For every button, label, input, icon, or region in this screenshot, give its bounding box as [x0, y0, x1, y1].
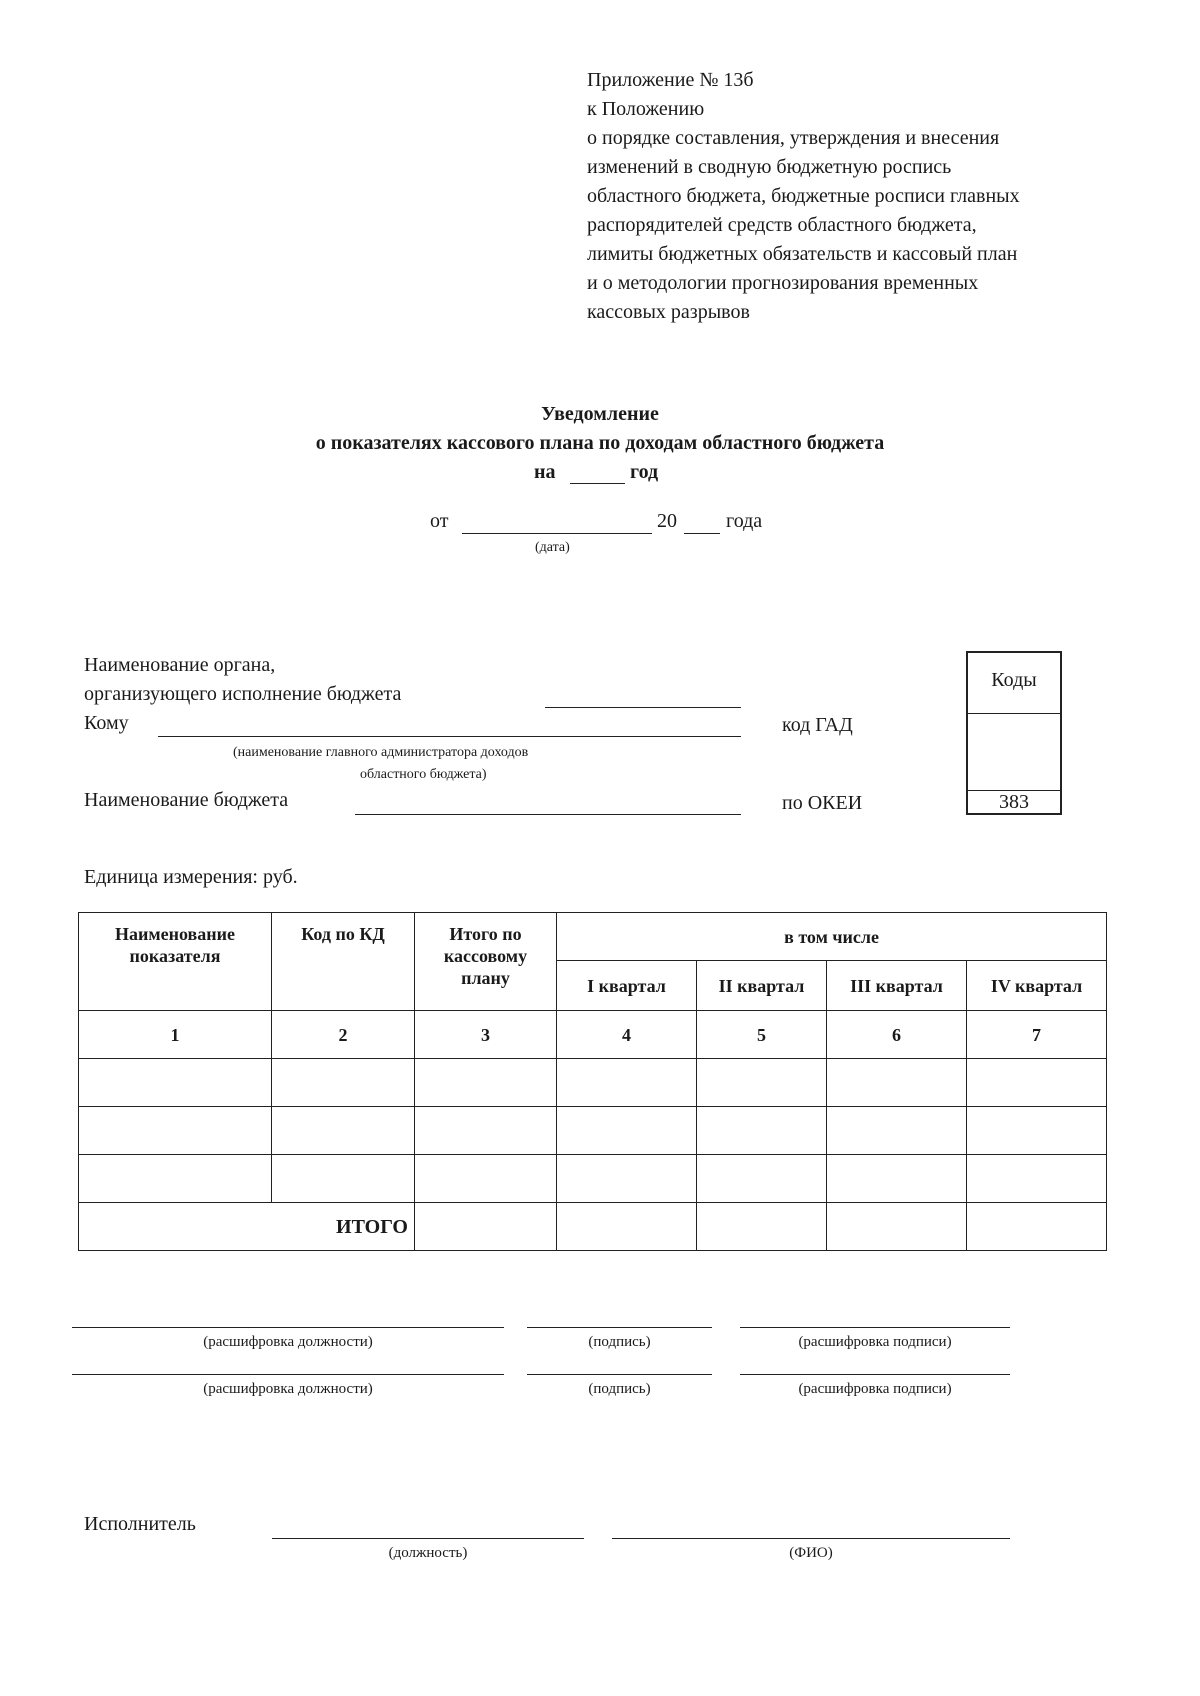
organ-label-line2: организующего исполнение бюджета [84, 683, 402, 705]
column-numbers-row [79, 1011, 1107, 1059]
date-century: 20 [657, 510, 677, 532]
codes-box [966, 651, 1062, 815]
organ-field[interactable] [545, 707, 741, 708]
decoding-caption: (расшифровка подписи) [798, 1381, 952, 1397]
total-cell[interactable] [697, 1203, 827, 1251]
total-row [79, 1203, 1107, 1251]
column-number: 5 [697, 1011, 827, 1059]
executor-name-line[interactable] [612, 1538, 1010, 1539]
header-q2: II квартал [697, 961, 827, 1011]
to-field[interactable] [158, 736, 741, 737]
table-cell[interactable] [272, 1059, 415, 1107]
table-row [79, 1059, 1107, 1107]
table-cell[interactable] [415, 1155, 557, 1203]
total-cell[interactable] [827, 1203, 967, 1251]
table-cell[interactable] [557, 1155, 697, 1203]
table-cell[interactable] [697, 1059, 827, 1107]
annex-line: распорядителей средств областного бюджета, [587, 214, 977, 236]
date-suffix: года [726, 510, 763, 532]
header-total: Итого по кассовому плану [415, 913, 557, 1011]
header-q3: III квартал [827, 961, 967, 1011]
date-caption: (дата) [535, 540, 570, 555]
decoding-caption: (расшифровка подписи) [798, 1334, 952, 1350]
to-caption-line2: областного бюджета) [360, 767, 487, 782]
document-title: Уведомление [541, 403, 659, 425]
signature-caption: (подпись) [588, 1381, 651, 1397]
position-caption: (расшифровка должности) [203, 1334, 373, 1350]
annex-line: областного бюджета, бюджетные росписи главных [587, 185, 1020, 207]
okei-label: по ОКЕИ [782, 792, 863, 814]
annex-line: к Положению [587, 98, 705, 120]
column-number: 4 [557, 1011, 697, 1059]
table-cell[interactable] [415, 1059, 557, 1107]
total-cell[interactable] [967, 1203, 1107, 1251]
signature-caption: (подпись) [588, 1334, 651, 1350]
budget-field[interactable] [355, 814, 741, 815]
header-including: в том числе [557, 913, 1107, 961]
table-cell[interactable] [697, 1155, 827, 1203]
header-name: Наименование показателя [79, 913, 272, 1011]
table-cell[interactable] [557, 1059, 697, 1107]
total-cell[interactable] [557, 1203, 697, 1251]
position-line[interactable] [72, 1327, 504, 1328]
annex-line: и о методологии прогнозирования временных [587, 272, 979, 294]
annex-header [587, 66, 1127, 327]
executor-position-caption: (должность) [388, 1545, 468, 1561]
column-number: 6 [827, 1011, 967, 1059]
document-subtitle: о показателях кассового плана по доходам областного бюджета [315, 432, 885, 454]
table-cell[interactable] [967, 1107, 1107, 1155]
decoding-line[interactable] [740, 1374, 1010, 1375]
table-cell[interactable] [557, 1107, 697, 1155]
annex-line: о порядке составления, утверждения и внесения [587, 127, 1000, 149]
executor-label: Исполнитель [84, 1513, 196, 1535]
header-kd: Код по КД [272, 913, 415, 1011]
signature-line[interactable] [527, 1327, 712, 1328]
annex-line: Приложение № 13б [587, 69, 754, 91]
table-cell[interactable] [272, 1155, 415, 1203]
table-row [79, 1155, 1107, 1203]
column-number: 2 [272, 1011, 415, 1059]
unit-label: Единица измерения: руб. [84, 866, 298, 888]
position-line[interactable] [72, 1374, 504, 1375]
annex-line: изменений в сводную бюджетную роспись [587, 156, 952, 178]
to-label: Кому [84, 712, 129, 734]
organ-label-line1: Наименование органа, [84, 654, 276, 676]
codes-header: Коды [991, 669, 1037, 691]
column-number: 1 [79, 1011, 272, 1059]
table-cell[interactable] [967, 1059, 1107, 1107]
table-cell[interactable] [827, 1155, 967, 1203]
total-cell[interactable] [415, 1203, 557, 1251]
date-prefix: от [430, 510, 449, 532]
executor-position-line[interactable] [272, 1538, 584, 1539]
gad-label: код ГАД [782, 714, 853, 736]
table-cell[interactable] [79, 1107, 272, 1155]
date-field[interactable] [462, 533, 652, 534]
year-suffix: год [630, 461, 659, 483]
cash-plan-table [78, 912, 1107, 1251]
table-cell[interactable] [827, 1059, 967, 1107]
table-cell[interactable] [79, 1155, 272, 1203]
annex-line: лимиты бюджетных обязательств и кассовый план [587, 243, 1018, 265]
okei-code-value: 383 [999, 791, 1029, 813]
table-cell[interactable] [697, 1107, 827, 1155]
position-caption: (расшифровка должности) [203, 1381, 373, 1397]
year-field[interactable] [570, 483, 625, 484]
header-q1: I квартал [557, 961, 697, 1011]
decoding-line[interactable] [740, 1327, 1010, 1328]
table-cell[interactable] [415, 1107, 557, 1155]
total-label: ИТОГО [79, 1203, 415, 1251]
table-row [79, 1107, 1107, 1155]
date-year-field[interactable] [684, 533, 720, 534]
column-number: 7 [967, 1011, 1107, 1059]
table-cell[interactable] [272, 1107, 415, 1155]
to-caption-line1: (наименование главного администратора доходов [233, 745, 529, 760]
table-cell[interactable] [967, 1155, 1107, 1203]
table-cell[interactable] [827, 1107, 967, 1155]
annex-line: кассовых разрывов [587, 301, 750, 323]
table-cell[interactable] [79, 1059, 272, 1107]
budget-label: Наименование бюджета [84, 789, 289, 811]
codes-divider [968, 713, 1060, 714]
year-prefix: на [534, 461, 556, 483]
executor-name-caption: (ФИО) [789, 1545, 833, 1561]
header-q4: IV квартал [967, 961, 1107, 1011]
column-number: 3 [415, 1011, 557, 1059]
signature-line[interactable] [527, 1374, 712, 1375]
